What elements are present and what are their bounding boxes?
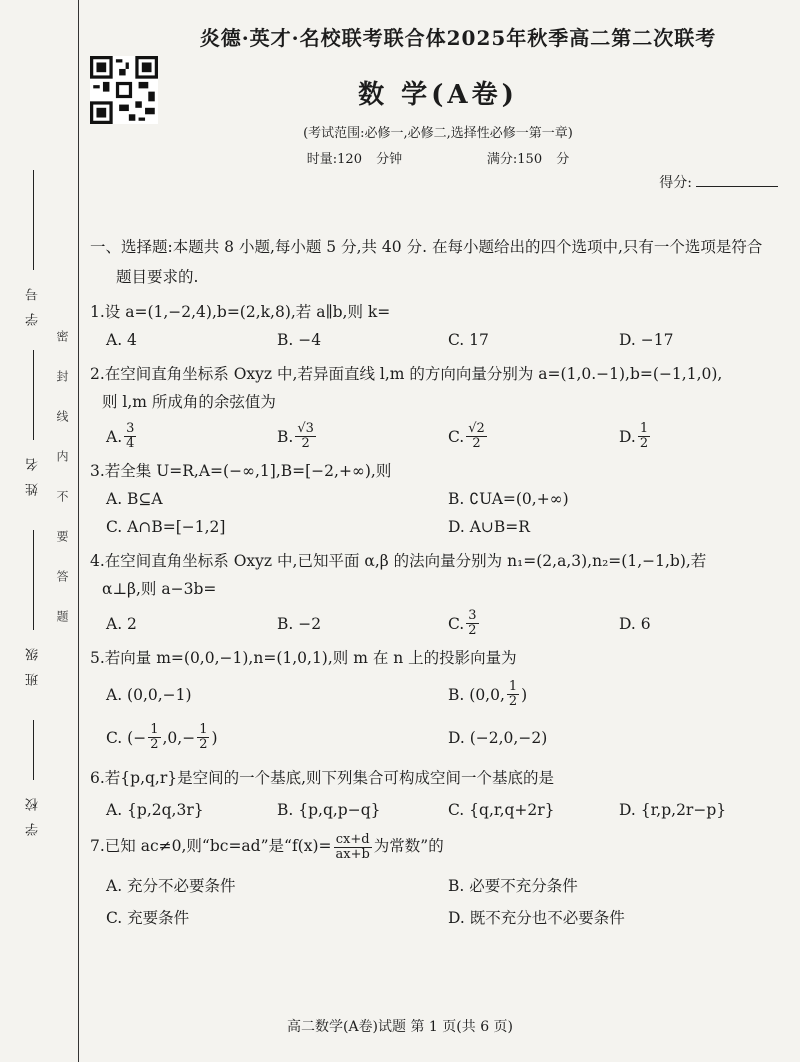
vector-part: ,0,− — [162, 728, 196, 747]
question-7-stem-start: 7.已知 ac≠0,则“bc=ad”是“f(x)= — [90, 837, 332, 855]
vector-part: ) — [211, 728, 218, 747]
question-6-options — [106, 796, 790, 824]
question-7 — [90, 832, 790, 932]
option-b[interactable]: B. −4 — [277, 331, 322, 349]
question-6 — [90, 764, 790, 824]
class-label: 班级 — [26, 636, 41, 686]
seal-line-note: 密封线内不要答题 — [55, 330, 69, 650]
question-4-options — [106, 609, 790, 638]
fraction — [334, 833, 372, 862]
page-footer: 高二数学(A卷)试题 第 1 页(共 6 页) — [286, 1019, 514, 1035]
option-a[interactable]: A. (0,0,−1) — [106, 685, 192, 704]
fraction-denominator: 2 — [508, 694, 518, 709]
question-2-options — [106, 422, 790, 451]
question-4 — [90, 547, 790, 638]
fraction-numerator: √3 — [297, 421, 314, 436]
name-label: 姓名 — [26, 446, 41, 496]
option-label: D. — [619, 427, 636, 446]
option-a[interactable]: A. B⊆A — [106, 490, 163, 508]
fraction-denominator: 2 — [639, 436, 649, 451]
fraction — [638, 422, 650, 451]
option-c[interactable]: C. {q,r,q+2r} — [448, 801, 555, 819]
binding-margin — [0, 0, 79, 1062]
exam-scope: (考试范围:必修一,必修二,选择性必修一第一章) — [303, 126, 573, 141]
question-5-stem: 5.若向量 m=(0,0,−1),n=(1,0,1),则 m 在 n 上的投影向量为 — [90, 649, 517, 667]
fraction-denominator: 2 — [301, 436, 310, 451]
fraction-numerator: 3 — [468, 608, 477, 623]
fraction — [124, 422, 136, 451]
option-d[interactable]: D. {r,p,2r−p} — [619, 801, 727, 819]
option-c[interactable]: C. 17 — [448, 331, 489, 349]
option-label: C. — [448, 614, 465, 633]
score-box — [659, 172, 778, 192]
vector-part: ) — [521, 685, 528, 704]
section-1-heading — [90, 232, 790, 292]
fraction-denominator: 2 — [472, 436, 481, 451]
option-a[interactable]: A. 充分不必要条件 — [106, 876, 236, 895]
question-1-options — [106, 326, 790, 354]
option-b[interactable] — [277, 422, 448, 451]
question-5 — [90, 644, 790, 752]
question-3-options-row1 — [106, 485, 790, 513]
question-6-stem: 6.若{p,q,r}是空间的一个基底,则下列集合可构成空间一个基底的是 — [90, 769, 555, 787]
fraction-numerator: 1 — [199, 722, 208, 737]
option-a[interactable] — [106, 422, 277, 451]
name-field — [24, 350, 43, 496]
fraction-numerator: 1 — [639, 421, 649, 436]
questions-area — [90, 232, 790, 932]
student-id-field — [24, 170, 43, 326]
school-field — [24, 720, 43, 836]
exam-duration: 时量:120 分钟 — [306, 152, 403, 167]
school-label: 学校 — [26, 786, 41, 836]
option-b[interactable]: B. 必要不充分条件 — [448, 876, 578, 895]
question-3-options-row2 — [106, 513, 790, 541]
fraction-numerator: 1 — [150, 722, 159, 737]
option-d[interactable]: D. −17 — [619, 331, 674, 349]
class-field — [24, 530, 43, 686]
score-label: 得分: — [659, 175, 692, 191]
exam-full-score: 满分:150 分 — [486, 152, 570, 167]
option-label: C. — [448, 427, 465, 446]
question-5-options-row2 — [106, 723, 790, 752]
vector-part: (− — [127, 728, 147, 747]
fraction — [295, 422, 316, 451]
question-2 — [90, 360, 790, 451]
question-1 — [90, 298, 790, 354]
option-c[interactable] — [448, 609, 619, 638]
fraction — [197, 723, 209, 752]
fraction-numerator: 1 — [508, 679, 518, 694]
option-label: C. — [106, 728, 123, 747]
student-id-label: 学号 — [26, 276, 41, 326]
question-5-options-row1 — [106, 680, 790, 709]
option-b[interactable]: B. −2 — [277, 614, 322, 633]
fraction-numerator: 3 — [126, 421, 135, 436]
option-b[interactable] — [448, 680, 790, 709]
option-d[interactable] — [619, 422, 790, 451]
option-d[interactable]: D. 6 — [619, 614, 651, 633]
exam-header — [88, 22, 788, 191]
exam-timing — [88, 148, 788, 167]
option-a[interactable]: A. 4 — [106, 331, 137, 349]
fraction — [466, 422, 487, 451]
fraction-numerator: √2 — [468, 421, 485, 436]
option-d[interactable]: D. (−2,0,−2) — [448, 728, 548, 747]
option-label: B. — [277, 427, 294, 446]
question-4-stem-cont: α⊥β,则 a−3b= — [102, 580, 217, 598]
fraction — [148, 723, 160, 752]
subject-title: 数 学(A卷) — [358, 80, 518, 110]
question-2-stem-cont: 则 l,m 所成角的余弦值为 — [102, 393, 276, 411]
question-2-stem: 2.在空间直角坐标系 Oxyz 中,若异面直线 l,m 的方向向量分别为 a=(1,0.−1),b=(−1,1,0), — [90, 365, 723, 383]
fraction-numerator: cx+d — [335, 831, 370, 847]
question-7-options-row2 — [106, 904, 790, 932]
question-7-stem-end: 为常数”的 — [373, 837, 444, 855]
fraction-denominator: 4 — [126, 436, 135, 451]
fraction-denominator: 2 — [468, 623, 477, 638]
fraction-denominator: 2 — [199, 737, 208, 752]
fraction-denominator: ax+b — [335, 846, 370, 862]
option-c[interactable]: C. 充要条件 — [106, 908, 190, 927]
section-1-heading-line2: 题目要求的. — [116, 268, 199, 286]
option-c[interactable]: C. A∩B=[−1,2] — [106, 518, 226, 536]
question-3-stem: 3.若全集 U=R,A=(−∞,1],B=[−2,+∞),则 — [90, 462, 392, 480]
option-label: A. — [106, 427, 123, 446]
section-1-heading-line1: 一、选择题:本题共 8 小题,每小题 5 分,共 40 分. 在每小题给出的四个选项中,只有一个选项是符合 — [90, 238, 763, 256]
question-1-stem: 1.设 a=(1,−2,4),b=(2,k,8),若 a∥b,则 k= — [90, 303, 391, 321]
question-7-options-row1 — [106, 872, 790, 900]
option-a[interactable]: A. 2 — [106, 614, 137, 633]
score-blank[interactable] — [696, 186, 778, 187]
option-b[interactable]: B. {p,q,p−q} — [277, 801, 381, 819]
question-4-stem: 4.在空间直角坐标系 Oxyz 中,已知平面 α,β 的法向量分别为 n₁=(2,a,3),n₂=(1,−1,b),若 — [90, 552, 707, 570]
option-c[interactable] — [106, 723, 448, 752]
exam-title: 炎德·英才·名校联考联合体2025年秋季高二第二次联考 — [199, 26, 717, 50]
option-b[interactable]: B. ∁UA=(0,+∞) — [448, 490, 569, 508]
option-d[interactable]: D. A∪B=R — [448, 518, 530, 536]
question-7-stem — [90, 832, 790, 862]
option-label: B. — [448, 685, 465, 704]
fraction — [507, 680, 519, 709]
fraction-denominator: 2 — [150, 737, 159, 752]
fraction — [466, 609, 478, 638]
option-a[interactable]: A. {p,2q,3r} — [106, 801, 204, 819]
option-c[interactable] — [448, 422, 619, 451]
vector-part: (0,0, — [469, 685, 505, 704]
question-3 — [90, 457, 790, 541]
option-d[interactable]: D. 既不充分也不必要条件 — [448, 908, 625, 927]
